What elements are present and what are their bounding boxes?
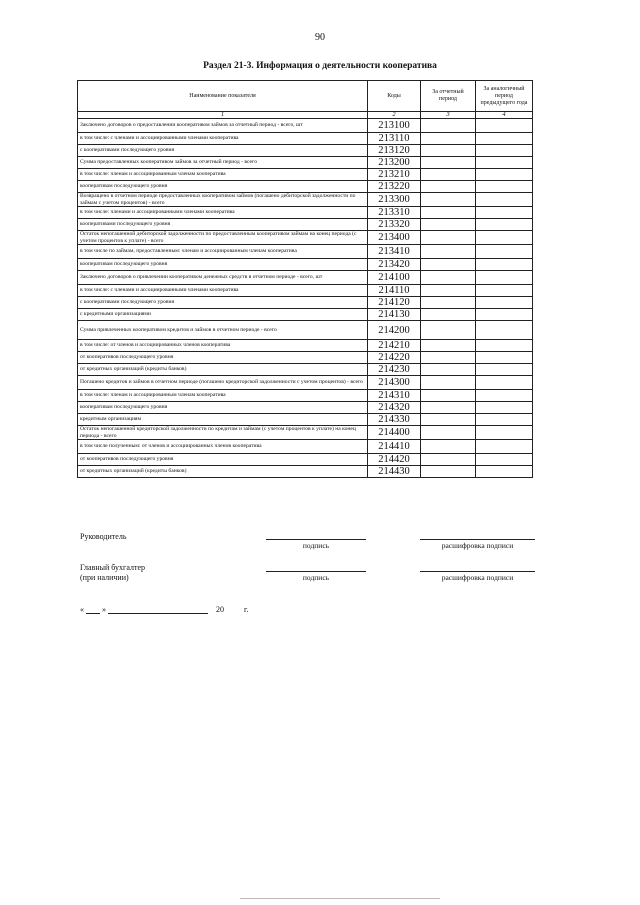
previous-period-value[interactable] — [476, 390, 533, 402]
previous-period-value[interactable] — [476, 440, 533, 454]
report-table — [77, 80, 533, 478]
accountant-decoding-caption: расшифровка подписи — [441, 573, 514, 582]
current-period-value[interactable] — [421, 181, 476, 193]
table-header-row — [78, 81, 533, 112]
previous-period-value[interactable] — [476, 245, 533, 259]
previous-period-value[interactable] — [476, 297, 533, 309]
date-open-quote: « — [80, 605, 84, 614]
indicator-code: 213310 — [368, 207, 421, 219]
previous-period-value[interactable] — [476, 309, 533, 321]
indicator-code: 214430 — [368, 466, 421, 478]
table-row — [78, 181, 533, 193]
indicator-code: 213410 — [368, 245, 421, 259]
current-period-value[interactable] — [421, 193, 476, 207]
header-current-period: За отчетный период — [421, 81, 476, 112]
indicator-name: Сумма предоставленных кооперативом займов за отчетный период - всего — [78, 157, 368, 169]
current-period-value[interactable] — [421, 440, 476, 454]
table-row — [78, 193, 533, 207]
table-row — [78, 414, 533, 426]
current-period-value[interactable] — [421, 145, 476, 157]
indicator-name: кооперативам последующего уровня — [78, 259, 368, 271]
indicator-code: 213220 — [368, 181, 421, 193]
indicator-code: 213210 — [368, 169, 421, 181]
indicator-name: в том числе: членами и ассоциированными членами кооператива — [78, 207, 368, 219]
table-row — [78, 297, 533, 309]
section-title: Раздел 21-3. Информация о деятельности кооператива — [203, 61, 437, 71]
indicator-name: кооперативами последующего уровня — [78, 219, 368, 231]
previous-period-value[interactable] — [476, 271, 533, 285]
table-row — [78, 219, 533, 231]
current-period-value[interactable] — [421, 285, 476, 297]
current-period-value[interactable] — [421, 340, 476, 352]
table-row — [78, 402, 533, 414]
previous-period-value[interactable] — [476, 207, 533, 219]
indicator-name: в том числе: от членов и ассоциированных членов кооператива — [78, 340, 368, 352]
indicator-name: Остаток непогашенной дебиторской задолженности по предоставленным кооперативом займам на конец периода (с учетом процентов к уплате) - всего — [78, 231, 368, 245]
indicator-code: 213120 — [368, 145, 421, 157]
table-row — [78, 440, 533, 454]
report-body — [78, 119, 533, 478]
table-row — [78, 321, 533, 340]
head-decoding-caption: расшифровка подписи — [441, 541, 514, 550]
indicator-code: 214120 — [368, 297, 421, 309]
date-year-suffix: г. — [244, 605, 249, 614]
accountant-label: Главный бухгалтер — [80, 563, 145, 572]
table-row — [78, 245, 533, 259]
table-row — [78, 259, 533, 271]
previous-period-value[interactable] — [476, 169, 533, 181]
indicator-name: Заключено договоров о привлечении кооперативом денежных средств в отчетном периоде - всего, шт — [78, 271, 368, 285]
accountant-signature-caption: подпись — [302, 573, 330, 582]
table-row — [78, 309, 533, 321]
indicator-code: 214110 — [368, 285, 421, 297]
current-period-value[interactable] — [421, 390, 476, 402]
indicator-code: 213420 — [368, 259, 421, 271]
previous-period-value[interactable] — [476, 402, 533, 414]
previous-period-value[interactable] — [476, 285, 533, 297]
indicator-name: от кредитных организаций (кредиты банков) — [78, 364, 368, 376]
indicator-code: 214210 — [368, 340, 421, 352]
head-signature-line[interactable] — [266, 539, 366, 540]
current-period-value[interactable] — [421, 376, 476, 390]
indicator-code: 214400 — [368, 426, 421, 440]
date-line — [80, 605, 248, 614]
previous-period-value[interactable] — [476, 133, 533, 145]
indicator-code: 214130 — [368, 309, 421, 321]
indicator-code: 214330 — [368, 414, 421, 426]
header-code: Коды — [368, 81, 421, 112]
previous-period-value[interactable] — [476, 376, 533, 390]
previous-period-value[interactable] — [476, 231, 533, 245]
indicator-code: 213320 — [368, 219, 421, 231]
previous-period-value[interactable] — [476, 340, 533, 352]
previous-period-value[interactable] — [476, 352, 533, 364]
indicator-name: Погашено кредитов и займов в отчетном периоде (погашено кредиторской задолженности с учетом процентов) - всего — [78, 376, 368, 390]
accountant-decoding-line[interactable] — [420, 571, 535, 572]
indicator-code: 213100 — [368, 119, 421, 133]
current-period-value[interactable] — [421, 466, 476, 478]
column-number: 3 — [421, 112, 476, 119]
indicator-code: 213200 — [368, 157, 421, 169]
head-signature-caption: подпись — [302, 541, 330, 550]
current-period-value[interactable] — [421, 309, 476, 321]
indicator-code: 214100 — [368, 271, 421, 285]
indicator-name: от кооперативов последующего уровня — [78, 454, 368, 466]
current-period-value[interactable] — [421, 207, 476, 219]
current-period-value[interactable] — [421, 245, 476, 259]
accountant-signature-line[interactable] — [266, 571, 366, 572]
indicator-code: 214230 — [368, 364, 421, 376]
indicator-code: 214410 — [368, 440, 421, 454]
indicator-code: 214220 — [368, 352, 421, 364]
previous-period-value[interactable] — [476, 145, 533, 157]
current-period-value[interactable] — [421, 414, 476, 426]
column-number: 4 — [476, 112, 533, 119]
indicator-code: 214200 — [368, 321, 421, 340]
indicator-name: Сумма привлеченных кооперативом кредитов и займов в отчетном периоде - всего — [78, 321, 368, 340]
indicator-code: 214320 — [368, 402, 421, 414]
head-decoding-line[interactable] — [420, 539, 535, 540]
current-period-value[interactable] — [421, 157, 476, 169]
date-year-prefix: 20 — [216, 605, 224, 614]
previous-period-value[interactable] — [476, 466, 533, 478]
page-number: 90 — [315, 32, 325, 43]
table-row — [78, 169, 533, 181]
current-period-value[interactable] — [421, 219, 476, 231]
current-period-value[interactable] — [421, 169, 476, 181]
previous-period-value[interactable] — [476, 157, 533, 169]
table-row — [78, 285, 533, 297]
current-period-value[interactable] — [421, 133, 476, 145]
current-period-value[interactable] — [421, 271, 476, 285]
indicator-name: кредитным организациям — [78, 414, 368, 426]
header-name: Наименование показателя — [78, 81, 368, 112]
current-period-value[interactable] — [421, 364, 476, 376]
indicator-name: Остаток непогашенной кредиторской задолженности по кредитам и займам (с учетом процентов к уплате) на конец периода - всего — [78, 426, 368, 440]
current-period-value[interactable] — [421, 352, 476, 364]
indicator-name: в том числе по займам, предоставленным: членам и ассоциированным членам кооператива — [78, 245, 368, 259]
indicator-code: 213110 — [368, 133, 421, 145]
current-period-value[interactable] — [421, 454, 476, 466]
column-numbers-row — [78, 112, 533, 119]
table-row — [78, 145, 533, 157]
table-row — [78, 207, 533, 219]
indicator-code: 214420 — [368, 454, 421, 466]
indicator-name: в том числе: с членами и ассоциированными членами кооператива — [78, 133, 368, 145]
previous-period-value[interactable] — [476, 193, 533, 207]
table-row — [78, 340, 533, 352]
previous-period-value[interactable] — [476, 259, 533, 271]
previous-period-value[interactable] — [476, 219, 533, 231]
date-close-quote: » — [102, 605, 106, 614]
table-row — [78, 133, 533, 145]
table-row — [78, 352, 533, 364]
previous-period-value[interactable] — [476, 364, 533, 376]
indicator-name: от кооперативов последующего уровня — [78, 352, 368, 364]
indicator-name: Заключено договоров о предоставлении кооперативом займов за отчетный период - всего, шт — [78, 119, 368, 133]
accountant-signature-block — [80, 563, 540, 587]
table-row — [78, 454, 533, 466]
date-month-field[interactable] — [108, 605, 208, 614]
previous-period-value[interactable] — [476, 119, 533, 133]
table-row — [78, 364, 533, 376]
table-row — [78, 466, 533, 478]
column-number: 1 — [78, 112, 368, 119]
previous-period-value[interactable] — [476, 414, 533, 426]
indicator-name: в том числе: с членами и ассоциированными членами кооператива — [78, 285, 368, 297]
table-row — [78, 426, 533, 440]
indicator-name: от кредитных организаций (кредиты банков) — [78, 466, 368, 478]
table-row — [78, 119, 533, 133]
current-period-value[interactable] — [421, 259, 476, 271]
table-row — [78, 390, 533, 402]
indicator-name: кооперативам последующего уровня — [78, 402, 368, 414]
indicator-name: в том числе: членам и ассоциированным членам кооператива — [78, 390, 368, 402]
table-row — [78, 271, 533, 285]
indicator-name: в том числе: членам и ассоциированным членам кооператива — [78, 169, 368, 181]
table-row — [78, 157, 533, 169]
previous-period-value[interactable] — [476, 454, 533, 466]
indicator-code: 213400 — [368, 231, 421, 245]
table-row — [78, 231, 533, 245]
previous-period-value[interactable] — [476, 321, 533, 340]
accountant-label-note: (при наличии) — [80, 573, 129, 582]
indicator-name: кооперативам последующего уровня — [78, 181, 368, 193]
table-row — [78, 376, 533, 390]
scan-edge-divider — [240, 898, 440, 899]
indicator-name: Возвращено в отчетном периоде предоставленных кооперативом займов (погашено дебиторской задолженности по займам с учетом процентов) - всего — [78, 193, 368, 207]
indicator-name: с кооперативами последующего уровня — [78, 145, 368, 157]
current-period-value[interactable] — [421, 297, 476, 309]
indicator-code: 214310 — [368, 390, 421, 402]
current-period-value[interactable] — [421, 231, 476, 245]
date-day-field[interactable] — [86, 605, 100, 614]
indicator-name: с кооперативами последующего уровня — [78, 297, 368, 309]
head-signature-block — [80, 532, 540, 552]
indicator-code: 213300 — [368, 193, 421, 207]
current-period-value[interactable] — [421, 321, 476, 340]
previous-period-value[interactable] — [476, 181, 533, 193]
current-period-value[interactable] — [421, 119, 476, 133]
column-number: 2 — [368, 112, 421, 119]
current-period-value[interactable] — [421, 426, 476, 440]
previous-period-value[interactable] — [476, 426, 533, 440]
indicator-code: 214300 — [368, 376, 421, 390]
header-previous-period: За аналогичный период предыдущего года — [476, 81, 533, 112]
current-period-value[interactable] — [421, 402, 476, 414]
indicator-name: с кредитными организациями — [78, 309, 368, 321]
indicator-name: в том числе полученным: от членов и ассоциированных членов кооператива — [78, 440, 368, 454]
head-label: Руководитель — [80, 532, 127, 541]
